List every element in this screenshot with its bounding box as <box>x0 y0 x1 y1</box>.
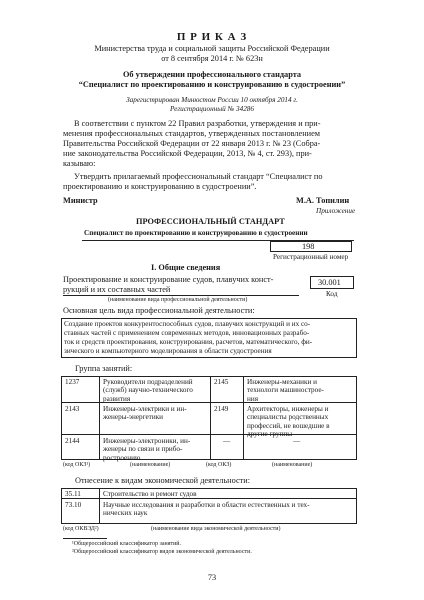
economic-name: Научные исследования и разработки в области естественных и тех- нических наук <box>103 501 310 518</box>
code-label: Код <box>326 290 338 298</box>
occupation-name: Руководители подразделений (служб) научно-технического развития <box>103 378 193 403</box>
page-number: 73 <box>207 573 217 582</box>
para1-line: ние законодательства Российской Федерации, 2013, № 4, ст. 293), при- <box>63 149 312 158</box>
occ-caption-name-2: (наименование) <box>272 462 313 468</box>
econ-caption-name: (наименование вида экономической деятельности) <box>151 526 281 532</box>
occupation-code: 2149 <box>214 405 229 413</box>
goal-line: ставных частей с применением современных методов, инновационных разрабо- <box>64 329 310 337</box>
order-title: П Р И К А З <box>176 31 248 43</box>
footnote: ²Общероссийский классификатор видов экономической деятельности. <box>72 549 252 555</box>
para2-line-1: Утвердить прилагаемый профессиональный стандарт “Специалист по <box>74 172 323 181</box>
activity-name-2: рукций и их составных частей <box>63 285 171 294</box>
occupations-label: Группа занятий: <box>75 364 133 373</box>
order-date-number: от 8 сентября 2014 г. № 623н <box>161 54 263 63</box>
reg-number-label: Регистрационный номер <box>273 253 349 261</box>
section-heading: I. Общие сведения <box>151 263 221 272</box>
goal-label: Основная цель вида профессиональной деятельности: <box>63 306 255 315</box>
order-subject-2: “Специалист по проектированию и конструированию в судостроении” <box>78 80 346 89</box>
goal-line: зического и компьютерного моделирования в области судостроения <box>64 347 272 355</box>
occ-caption-code-2: (код ОКЗ) <box>206 462 232 468</box>
occupation-name: — <box>293 437 301 445</box>
para1-line: казываю: <box>63 159 96 168</box>
activity-underline <box>63 295 299 296</box>
econ-caption-code: (код ОКВЭД²) <box>63 526 99 532</box>
economic-name: Строительство и ремонт судов <box>103 490 197 498</box>
order-subject-1: Об утверждении профессионального стандарта <box>122 70 302 79</box>
issuer-line: Министерства труда и социальной защиты Российской Федерации <box>94 44 330 53</box>
occupation-code: 1237 <box>65 378 80 386</box>
table-divider <box>99 488 100 524</box>
occupation-name: Инженеры-электрики и ин- женеры-энергетики <box>103 405 187 422</box>
occ-caption-code: (код ОКЗ¹) <box>63 462 91 468</box>
standard-subtitle: Специалист по проектированию и конструированию в судостроении <box>84 229 308 237</box>
occupation-code: 2143 <box>65 405 80 413</box>
para1-line: менения профессиональных стандартов, утвержденных постановлением <box>63 129 321 138</box>
goal-line: ток и средств проектирования, конструирования, расчетов, математического, фи- <box>64 338 313 346</box>
reg-number: 198 <box>302 242 315 251</box>
para1-line: Правительства Российской Федерации от 22 января 2013 г. № 23 (Собра- <box>63 139 321 148</box>
economic-code: 35.11 <box>65 490 81 498</box>
activity-caption: (наименование вида профессиональной деятельности) <box>108 297 248 303</box>
economic-label: Отнесение к видам экономической деятельности: <box>75 476 251 485</box>
occupation-name: Архитекторы, инженеры и специалисты родственных профессий, не вошедшие в другие группы <box>247 405 330 439</box>
registration-line-2: Регистрационный № 34286 <box>170 105 254 113</box>
occupation-code: 2145 <box>214 378 229 386</box>
appendix-label: Приложение <box>316 207 356 215</box>
registration-line-1: Зарегистрирован Минюстом России 10 октября 2014 г. <box>126 96 298 104</box>
occupation-name: Инженеры-электроники, ин- женеры по связи и прибо- ростроению <box>103 437 191 462</box>
table-divider <box>210 376 211 460</box>
goal-line: Создание проектов конкурентоспособных судов, плавучих конструкций и их со- <box>64 320 311 328</box>
standard-title: ПРОФЕССИОНАЛЬНЫЙ СТАНДАРТ <box>136 217 285 226</box>
footnote-rule <box>63 538 107 539</box>
table-divider <box>61 498 357 499</box>
occupation-code: — <box>223 437 231 445</box>
para2-line-2: проектированию и конструированию в судостроении”. <box>63 182 257 191</box>
signer-name: М.А. Топилин <box>296 196 350 205</box>
activity-name-1: Проектирование и конструирование судов, плавучих конст- <box>63 275 274 284</box>
para1-line: В соответствии с пунктом 22 Правил разработки, утверждения и при- <box>74 119 321 128</box>
signer-title: Министр <box>63 196 98 205</box>
table-divider <box>243 376 244 460</box>
footnote: ¹Общероссийский классификатор занятий. <box>72 541 181 547</box>
occ-caption-name: (наименование) <box>130 462 171 468</box>
table-divider <box>99 376 100 460</box>
economic-code: 73.10 <box>65 501 82 509</box>
occupation-name: Инженеры-механики и технологи машинострое- ния <box>247 378 324 403</box>
code-value: 30.001 <box>318 278 341 287</box>
occupation-code: 2144 <box>65 437 80 445</box>
